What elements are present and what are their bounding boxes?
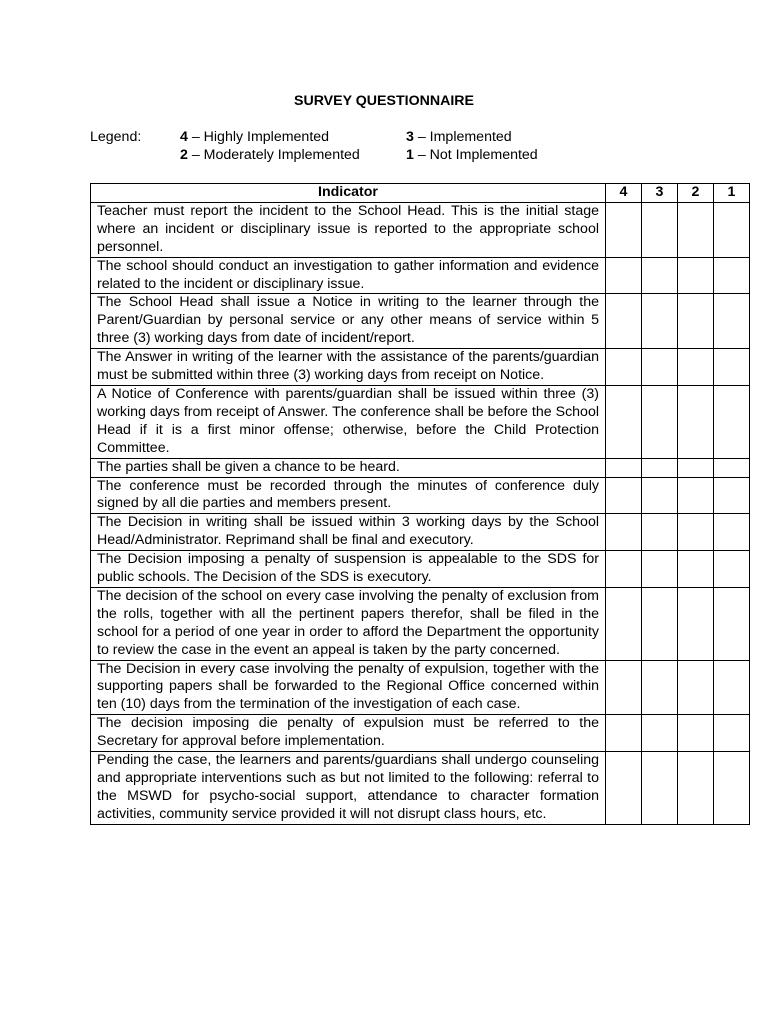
rating-cell-3[interactable] xyxy=(642,294,678,349)
table-row xyxy=(91,257,750,294)
rating-cell-2[interactable] xyxy=(678,385,714,458)
rating-cell-1[interactable] xyxy=(714,202,750,257)
indicator-cell: The Decision in every case involving the penalty of expulsion, together with the supporting papers shall be forwarded to the Regional Office concerned within ten (10) days from the termination of the investigation of each case. xyxy=(91,660,606,715)
rating-cell-2[interactable] xyxy=(678,294,714,349)
rating-cell-4[interactable] xyxy=(606,294,642,349)
rating-cell-1[interactable] xyxy=(714,587,750,660)
rating-cell-4[interactable] xyxy=(606,715,642,752)
rating-cell-1[interactable] xyxy=(714,715,750,752)
table-row xyxy=(91,294,750,349)
rating-cell-3[interactable] xyxy=(642,514,678,551)
rating-cell-1[interactable] xyxy=(714,349,750,386)
table-row xyxy=(91,385,750,458)
rating-cell-4[interactable] xyxy=(606,202,642,257)
rating-cell-2[interactable] xyxy=(678,514,714,551)
rating-cell-4[interactable] xyxy=(606,660,642,715)
rating-cell-1[interactable] xyxy=(714,257,750,294)
table-row xyxy=(91,349,750,386)
rating-cell-4[interactable] xyxy=(606,458,642,477)
rating-cell-3[interactable] xyxy=(642,715,678,752)
rating-cell-2[interactable] xyxy=(678,458,714,477)
rating-cell-4[interactable] xyxy=(606,349,642,386)
rating-cell-4[interactable] xyxy=(606,752,642,825)
rating-cell-3[interactable] xyxy=(642,458,678,477)
indicator-cell: Pending the case, the learners and parents/guardians shall undergo counseling and appropriate interventions such as but not limited to the following: referral to the MSWD for psycho-social support, attendance to character formation activities, community service provided it will not disrupt class hours, etc. xyxy=(91,752,606,825)
rating-cell-2[interactable] xyxy=(678,587,714,660)
table-header-row xyxy=(91,184,750,203)
rating-cell-4[interactable] xyxy=(606,385,642,458)
rating-cell-3[interactable] xyxy=(642,587,678,660)
header-indicator: Indicator xyxy=(91,184,606,203)
rating-cell-1[interactable] xyxy=(714,458,750,477)
indicator-cell: The parties shall be given a chance to be heard. xyxy=(91,458,606,477)
indicator-cell: The school should conduct an investigation to gather information and evidence related to the incident or disciplinary issue. xyxy=(91,257,606,294)
rating-cell-4[interactable] xyxy=(606,551,642,588)
rating-cell-2[interactable] xyxy=(678,349,714,386)
rating-cell-4[interactable] xyxy=(606,514,642,551)
table-row xyxy=(91,477,750,514)
table-row xyxy=(91,587,750,660)
indicator-cell: The Decision imposing a penalty of suspension is appealable to the SDS for public schools. The Decision of the SDS is executory. xyxy=(91,551,606,588)
legend-item-4: 4 – Highly Implemented xyxy=(180,129,330,145)
rating-cell-1[interactable] xyxy=(714,385,750,458)
header-rating-4: 4 xyxy=(606,184,642,203)
rating-cell-2[interactable] xyxy=(678,202,714,257)
table-row xyxy=(91,752,750,825)
table-row xyxy=(91,202,750,257)
page-title: SURVEY QUESTIONNAIRE xyxy=(293,93,474,109)
indicator-cell: A Notice of Conference with parents/guardian shall be issued within three (3) working days from receipt of Answer. The conference shall be before the School Head if it is a first minor offense; otherwise, before the Child Protection Committee. xyxy=(91,385,606,458)
table-row xyxy=(91,660,750,715)
rating-cell-3[interactable] xyxy=(642,349,678,386)
rating-cell-2[interactable] xyxy=(678,551,714,588)
rating-cell-1[interactable] xyxy=(714,477,750,514)
rating-cell-1[interactable] xyxy=(714,514,750,551)
rating-cell-2[interactable] xyxy=(678,752,714,825)
rating-cell-2[interactable] xyxy=(678,715,714,752)
rating-cell-3[interactable] xyxy=(642,202,678,257)
rating-cell-1[interactable] xyxy=(714,551,750,588)
rating-cell-1[interactable] xyxy=(714,660,750,715)
header-rating-3: 3 xyxy=(642,184,678,203)
indicator-cell: The Answer in writing of the learner with the assistance of the parents/guardian must be submitted within three (3) working days from receipt on Notice. xyxy=(91,349,606,386)
indicator-cell: The decision imposing die penalty of expulsion must be referred to the Secretary for approval before implementation. xyxy=(91,715,606,752)
indicator-cell: Teacher must report the incident to the School Head. This is the initial stage where an incident or disciplinary issue is reported to the appropriate school personnel. xyxy=(91,202,606,257)
header-rating-2: 2 xyxy=(678,184,714,203)
rating-cell-4[interactable] xyxy=(606,477,642,514)
rating-cell-1[interactable] xyxy=(714,752,750,825)
rating-cell-1[interactable] xyxy=(714,294,750,349)
legend-item-3: 3 – Implemented xyxy=(406,129,512,145)
rating-cell-4[interactable] xyxy=(606,587,642,660)
indicator-cell: The School Head shall issue a Notice in writing to the learner through the Parent/Guardian by personal service or any other means of service within 5 three (3) working days from date of incident/report. xyxy=(91,294,606,349)
rating-cell-2[interactable] xyxy=(678,257,714,294)
legend-item-2: 2 – Moderately Implemented xyxy=(180,147,360,163)
indicator-cell: The Decision in writing shall be issued within 3 working days by the School Head/Administrator. Reprimand shall be final and executory. xyxy=(91,514,606,551)
rating-cell-3[interactable] xyxy=(642,660,678,715)
indicator-cell: The decision of the school on every case involving the penalty of exclusion from the rolls, together with all the pertinent papers therefor, shall be filed in the school for a period of one year in order to afford the Department the opportunity to review the case in the event an appeal is taken by the party concerned. xyxy=(91,587,606,660)
rating-cell-2[interactable] xyxy=(678,477,714,514)
header-rating-1: 1 xyxy=(714,184,750,203)
rating-cell-3[interactable] xyxy=(642,752,678,825)
table-row xyxy=(91,551,750,588)
rating-cell-3[interactable] xyxy=(642,257,678,294)
table-row xyxy=(91,514,750,551)
indicator-cell: The conference must be recorded through the minutes of conference duly signed by all die parties and members present. xyxy=(91,477,606,514)
rating-cell-3[interactable] xyxy=(642,477,678,514)
legend-item-1: 1 – Not Implemented xyxy=(406,147,538,163)
rating-cell-3[interactable] xyxy=(642,385,678,458)
table-row xyxy=(91,715,750,752)
rating-cell-2[interactable] xyxy=(678,660,714,715)
rating-cell-3[interactable] xyxy=(642,551,678,588)
legend-label: Legend: xyxy=(90,129,142,145)
table-row xyxy=(91,458,750,477)
rating-cell-4[interactable] xyxy=(606,257,642,294)
survey-table xyxy=(90,183,750,825)
